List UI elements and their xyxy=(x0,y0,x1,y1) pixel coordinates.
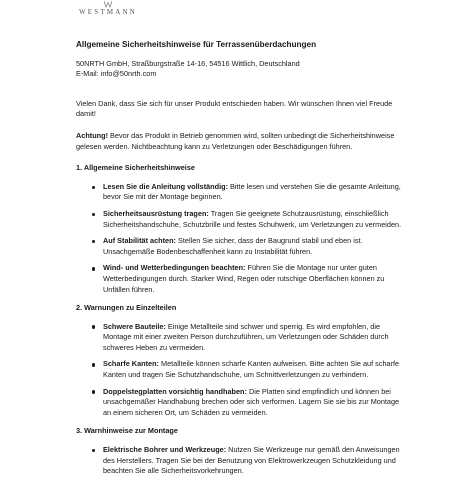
list-item xyxy=(103,445,406,477)
brand-name: WESTMANN xyxy=(78,8,138,16)
list-item xyxy=(103,359,406,380)
section-heading: 1. Allgemeine Sicherheitshinweise xyxy=(76,163,195,173)
list-item-label: Auf Stabilität achten: xyxy=(103,236,176,246)
brand-logo xyxy=(78,0,138,20)
list-item xyxy=(103,263,406,295)
intro-paragraph: Vielen Dank, dass Sie sich für unser Produkt entschieden haben. Wir wünschen Ihnen viel Freude damit! xyxy=(76,98,393,119)
list-item-label: Lesen Sie die Anleitung vollständig: xyxy=(103,181,229,191)
list-item-text: Führen Sie die Montage nur unter guten Wetterbedingungen durch. Starker Wind, Regen oder rutschige Oberflächen können zu Unfällen führen. xyxy=(103,263,385,294)
section-assembly xyxy=(76,426,406,476)
document-title: Allgemeine Sicherheitshinweise für Terrassenüberdachungen xyxy=(76,40,317,49)
company-email: E-Mail: info@50nrth.com xyxy=(76,69,157,79)
list-item-label: Doppelstegplatten vorsichtig handhaben: xyxy=(103,386,247,396)
section-heading: 3. Warnhinweise zur Montage xyxy=(76,426,178,436)
list-item xyxy=(103,209,406,230)
list-item-text: Metallteile können scharfe Kanten aufweisen. Bitte achten Sie auf scharfe Kanten und tragen Sie Schutzhandschuhe, um Schnittverletzungen zu verhindern. xyxy=(103,359,400,380)
section-general xyxy=(76,163,406,295)
list-item-text: Bitte lesen und verstehen Sie die gesamte Anleitung, bevor Sie mit der Montage beginnen. xyxy=(103,181,401,202)
document-body xyxy=(76,40,406,485)
section-heading: 2. Warnungen zu Einzelteilen xyxy=(76,303,177,313)
section-list xyxy=(76,182,406,295)
list-item xyxy=(103,236,406,257)
warning-text: Bevor das Produkt in Betrieb genommen wird, sollten unbedingt die Sicherheitshinweise gelesen werden. Nichtbeachtung kann zu Verletzungen oder Beschädigungen führen. xyxy=(76,130,395,151)
list-item-text: Einige Metallteile sind schwer und sperrig. Es wird empfohlen, die Montage mit einer zweiten Person durchzuführen, um Verletzungen oder Schäden durch schweres Heben zu vermeiden. xyxy=(103,321,389,352)
list-item-text: Die Platten sind empfindlich und können bei unsachgemäßer Handhabung brechen oder sich verformen. Lagern Sie sie bis zur Montage an einem sicheren Ort, um Schäden zu vermeiden. xyxy=(103,386,400,417)
list-item xyxy=(103,387,406,419)
warning-label: Achtung! xyxy=(76,130,109,140)
list-item-label: Elektrische Bohrer und Werkzeuge: xyxy=(103,445,227,455)
section-list xyxy=(76,445,406,477)
list-item-text: Stellen Sie sicher, dass der Baugrund stabil und eben ist. Unsachgemäße Bodenbeschaffenheit kann zu Instabilität führen. xyxy=(103,236,363,256)
list-item xyxy=(103,322,406,354)
list-item-text: Nutzen Sie Werkzeuge nur gemäß den Anweisungen des Herstellers. Tragen Sie bei der Benutzung von Elektrowerkzeugen Schutzkleidung und beachten Sie alle Sicherheitsvorkehrungen. xyxy=(103,445,400,476)
section-parts xyxy=(76,303,406,418)
warning-paragraph xyxy=(76,131,406,152)
section-list xyxy=(76,322,406,419)
company-address-block xyxy=(76,59,406,80)
brand-logo-icon xyxy=(103,0,113,8)
list-item-label: Schwere Bauteile: xyxy=(103,321,166,331)
list-item-label: Sicherheitsausrüstung tragen: xyxy=(103,208,209,218)
list-item-label: Scharfe Kanten: xyxy=(103,359,159,369)
list-item-text: Tragen Sie geeignete Schutzausrüstung, einschließlich Sicherheitshandschuhe, Schutzbrille und festes Schuhwerk, um Verletzungen zu vermeiden. xyxy=(103,208,402,229)
company-address: 50NRTH GmbH, Straßburgstraße 14-16, 54516 Wittlich, Deutschland xyxy=(76,58,300,68)
list-item xyxy=(103,182,406,203)
list-item-label: Wind- und Wetterbedingungen beachten: xyxy=(103,263,246,273)
